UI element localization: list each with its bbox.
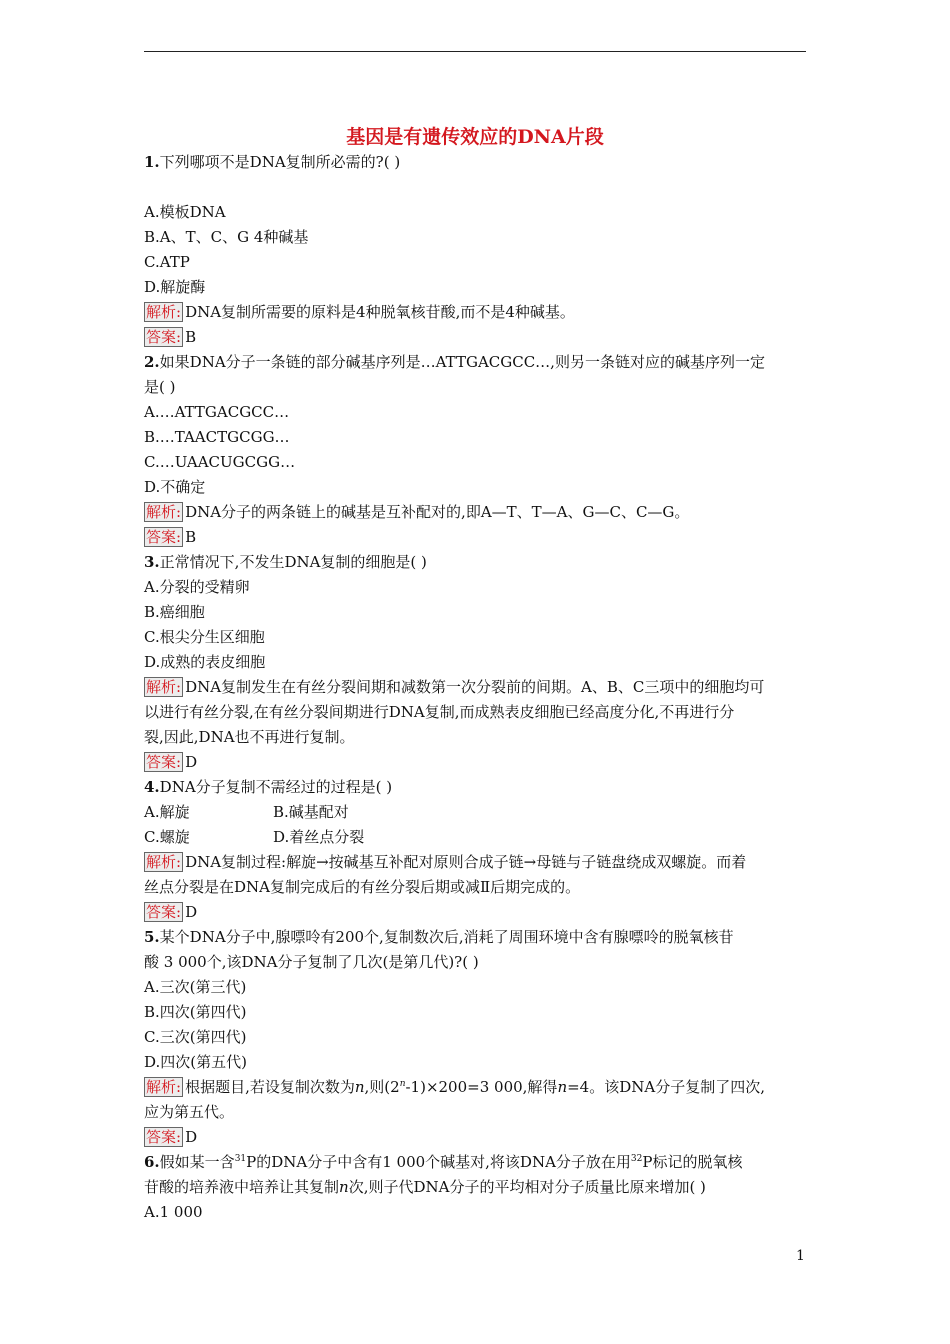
option: C.ATP bbox=[144, 253, 190, 271]
option: C.螺旋 bbox=[144, 828, 190, 846]
question-2: 2.如果DNA分子一条链的部分碱基序列是…ATTGACGCC…,则另一条链对应的碱基序列一定 bbox=[144, 353, 765, 371]
option: B.四次(第四代) bbox=[144, 1003, 247, 1021]
question-number: 5. bbox=[144, 928, 160, 946]
page-title: 基因是有遗传效应的DNA片段 bbox=[346, 126, 604, 148]
analysis: 解析: DNA复制所需要的原料是4种脱氧核苷酸,而不是4种碱基。 bbox=[146, 303, 575, 321]
analysis-label: 解析: bbox=[146, 1078, 182, 1096]
analysis-label: 解析: bbox=[146, 303, 182, 321]
answer bbox=[144, 900, 810, 925]
question-stem-cont: 酸 3 000个,该DNA分子复制了几次(是第几代)?( ) bbox=[144, 953, 479, 971]
answer-label: 答案: bbox=[146, 1128, 182, 1146]
analysis: 解析: DNA复制发生在有丝分裂间期和减数第一次分裂前的间期。A、B、C三项中的细胞均可 bbox=[146, 678, 765, 696]
page-number: 1 bbox=[796, 1248, 805, 1264]
analysis-cont: 应为第五代。 bbox=[144, 1103, 235, 1121]
option: A.模板DNA bbox=[144, 203, 226, 221]
answer-label: 答案: bbox=[146, 328, 182, 346]
option: B.…TAACTGCGG… bbox=[144, 428, 290, 446]
answer-value: D bbox=[185, 903, 198, 921]
question-4: 4.DNA分子复制不需经过的过程是( ) bbox=[144, 778, 393, 796]
option: B.癌细胞 bbox=[144, 603, 205, 621]
question-number: 6. bbox=[144, 1153, 160, 1171]
answer-label: 答案: bbox=[146, 753, 182, 771]
question-number: 1. bbox=[144, 153, 160, 171]
option: A.分裂的受精卵 bbox=[144, 578, 250, 596]
header-rule bbox=[144, 51, 806, 52]
answer-value: B bbox=[185, 528, 197, 546]
option: D.四次(第五代) bbox=[144, 1053, 247, 1071]
answer-label: 答案: bbox=[146, 528, 182, 546]
analysis: 解析: DNA分子的两条链上的碱基是互补配对的,即A—T、T—A、G—C、C—G。 bbox=[146, 503, 690, 521]
option: D.不确定 bbox=[144, 478, 206, 496]
analysis-cont: 裂,因此,DNA也不再进行复制。 bbox=[144, 728, 355, 746]
analysis-cont: 以进行有丝分裂,在有丝分裂间期进行DNA复制,而成熟表皮细胞已经高度分化,不再进行分 bbox=[144, 703, 735, 721]
answer-label: 答案: bbox=[146, 903, 182, 921]
question-number: 4. bbox=[144, 778, 160, 796]
option: D.成熟的表皮细胞 bbox=[144, 653, 266, 671]
question-number: 2. bbox=[144, 353, 160, 371]
option: B.碱基配对 bbox=[273, 803, 349, 821]
answer bbox=[144, 1125, 810, 1150]
question-stem: 下列哪项不是DNA复制所必需的?( ) bbox=[159, 153, 401, 171]
analysis: 解析: DNA复制过程:解旋→按碱基互补配对原则合成子链→母链与子链盘绕成双螺旋。而着 bbox=[146, 853, 747, 871]
option: A.三次(第三代) bbox=[144, 978, 247, 996]
question-stem-cont: 是( ) bbox=[144, 378, 176, 396]
question-3: 3.正常情况下,不发生DNA复制的细胞是( ) bbox=[144, 553, 427, 571]
answer bbox=[144, 750, 810, 775]
option-row bbox=[144, 825, 810, 850]
answer-value: B bbox=[185, 328, 197, 346]
analysis: 解析: 根据题目,若设复制次数为n,则$(2^n-1)\times 200=3$ 000,解得n=4。该DNA分子复制了四次, bbox=[146, 1078, 765, 1096]
answer-value: D bbox=[185, 753, 198, 771]
option: C.三次(第四代) bbox=[144, 1028, 247, 1046]
answer-value: D bbox=[185, 1128, 198, 1146]
document-body bbox=[144, 150, 810, 1225]
option: B.A、T、C、G 4种碱基 bbox=[144, 228, 309, 246]
option: D.解旋酶 bbox=[144, 278, 206, 296]
option: A.解旋 bbox=[144, 803, 190, 821]
option: D.着丝点分裂 bbox=[273, 828, 365, 846]
answer bbox=[144, 525, 810, 550]
question-number: 3. bbox=[144, 553, 160, 571]
answer bbox=[144, 325, 810, 350]
option: C.根尖分生区细胞 bbox=[144, 628, 265, 646]
question-6: 6.假如某一含$^{31}$P的DNA分子中含有1 000个碱基对,将该DNA分子放在用$^{32}$P标记的脱氧核 bbox=[144, 1153, 743, 1171]
question-5: 5.某个DNA分子中,腺嘌呤有200个,复制数次后,消耗了周围环境中含有腺嘌呤的脱氧核苷 bbox=[144, 928, 734, 946]
option: C.…UAACUGCGG… bbox=[144, 453, 296, 471]
analysis-label: 解析: bbox=[146, 678, 182, 696]
analysis-label: 解析: bbox=[146, 853, 182, 871]
analysis-label: 解析: bbox=[146, 503, 182, 521]
option: A.…ATTGACGCC… bbox=[144, 403, 290, 421]
option-row bbox=[144, 800, 810, 825]
option: A.1 000 bbox=[144, 1203, 203, 1221]
analysis-cont: 丝点分裂是在DNA复制完成后的有丝分裂后期或减Ⅱ后期完成的。 bbox=[144, 878, 581, 896]
question-stem-cont: 苷酸的培养液中培养让其复制n次,则子代DNA分子的平均相对分子质量比原来增加( ) bbox=[144, 1178, 706, 1196]
question-1 bbox=[144, 150, 810, 175]
